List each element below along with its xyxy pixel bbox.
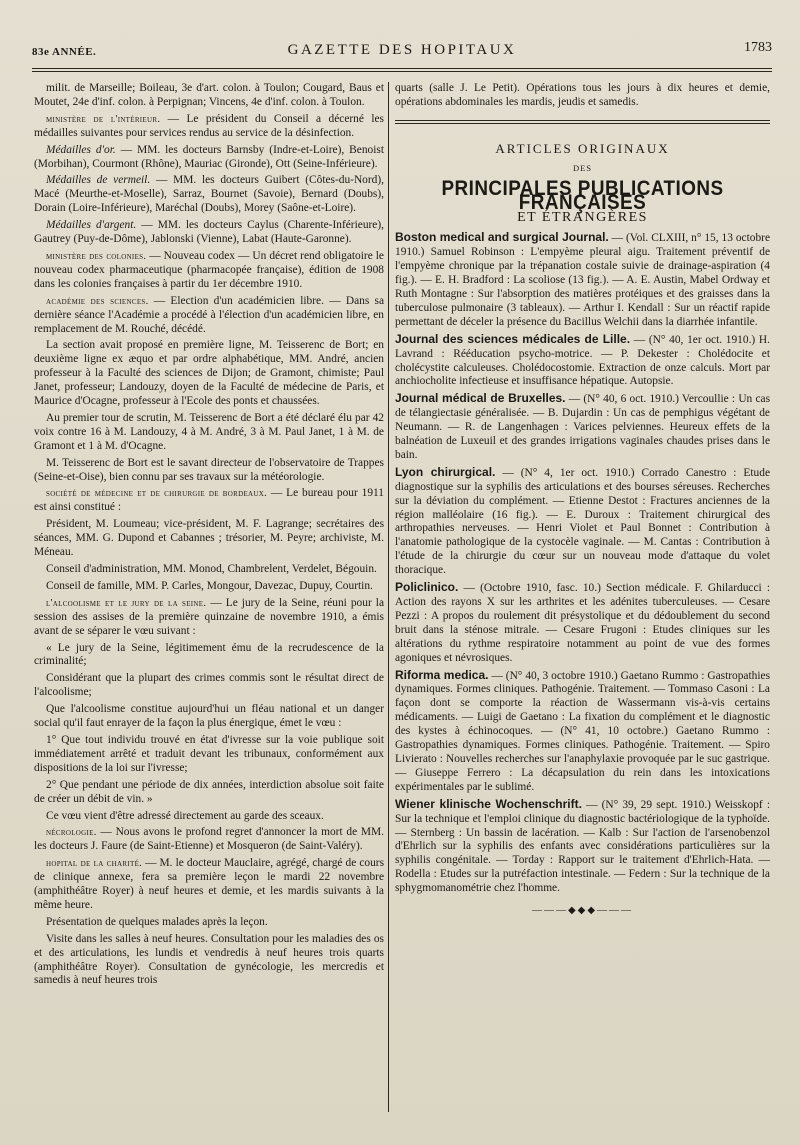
left-paragraph: [34, 250, 384, 292]
left-paragraph: [34, 597, 384, 639]
paragraph-heading: ministère des colonies.: [46, 250, 147, 262]
articles-heading-line3: PRINCIPALES PUBLICATIONS FRANÇAISES: [441, 176, 724, 214]
paragraph-text: Au premier tour de scrutin, M. Teisserenc de Bort a été déclaré élu par 42 voix contre 16 à M. Landouzy, 4 à M. André, 3 à M. Paul Janet, 1 à M. de Gramont et 1 à M. d'Ocagne.: [34, 411, 384, 452]
journal-name: Journal médical de Bruxelles.: [395, 391, 566, 406]
left-paragraph: [34, 144, 384, 172]
paragraph-heading: Médailles d'argent.: [46, 219, 137, 232]
paragraph-text: — Le président du Conseil a décerné les médailles suivantes pour services rendus au service de la désinfection.: [34, 112, 384, 139]
journal-entry: [395, 392, 770, 463]
left-paragraph: [34, 82, 384, 110]
paragraph-text: M. Teisserenc de Bort est le savant directeur de l'observatoire de Trappes (Seine-et-Oise), bien connu par ses travaux sur la météorologie.: [34, 456, 384, 483]
paragraph-text: — Nous avons le profond regret d'annoncer la mort de MM. les docteurs J. Faure (de Saint-Etienne) et Mosqueron (de Saint-Valéry).: [34, 826, 384, 853]
paragraph-text: Ce vœu vient d'être adressé directement au garde des sceaux.: [46, 809, 324, 822]
left-paragraph: [34, 174, 384, 216]
left-paragraph: [34, 563, 384, 577]
paragraph-text: « Le jury de la Seine, légitimement ému de la recrudescence de la criminalité;: [34, 641, 384, 668]
paragraph-text: Considérant que la plupart des crimes commis sont le résultat direct de l'alcoolisme;: [34, 672, 384, 699]
paragraph-text: — MM. les docteurs Caylus (Charente-Inférieure), Gautrey (Puy-de-Dôme), Jablonski (Vienne), Labat (Haute-Garonne).: [34, 219, 385, 246]
left-column: [34, 82, 384, 991]
paragraph-text: Président, M. Loumeau; vice-président, M. F. Lagrange; secrétaires des séances, MM. G. Dupond et Cabannes ; trésorier, M. Peyre; archiviste, M. Méneau.: [34, 518, 384, 559]
page-header: [32, 40, 772, 60]
hospital-schedule-continued: quarts (salle J. Le Petit). Opérations tous les jours à dix heures et demie, opérations abdominales les mardis, jeudis et samedis.: [395, 82, 770, 108]
journal-name: Boston medical and surgical Journal.: [395, 230, 609, 245]
left-paragraph: [34, 219, 384, 247]
left-paragraph: [34, 487, 384, 515]
page-number: 1783: [744, 40, 772, 55]
header-rule-top: [32, 68, 772, 69]
paragraph-text: 1° Que tout individu trouvé en état d'ivresse sur la voie publique soit immédiatement arrêté et traduit devant les tribunaux, conformément aux dispositions de la loi sur l'ivresse;: [34, 733, 384, 774]
journal-name: Lyon chirurgical.: [395, 464, 496, 479]
paragraph-text: — Election d'un académicien libre. — Dans sa dernière séance l'Académie a procédé à l'élection d'un académicien libre, en remplacement de M. Rouché, décédé.: [34, 294, 384, 335]
journal-contents: — (Octobre 1910, fasc. 10.) Section médicale. F. Ghilarducci : Action des rayons X sur les arthrites et les adénites tuberculeuses. — Cesare Pezzi : A propos du roulement dit présystolique et du dédoublement du second bruit dans la sténose mitrale. — Cesare Frugoni : Etudes cliniques sur les altérations du rythme respiratoire notamment au point de vue des formes agoniques et névrosiques.: [395, 582, 770, 664]
left-paragraph: [34, 295, 384, 337]
paragraph-heading: nécrologie.: [46, 827, 97, 839]
paragraph-heading: société de médecine et de chirurgie de bordeaux.: [46, 488, 268, 500]
paragraph-heading: ministère de l'intérieur.: [46, 113, 161, 125]
left-paragraph: [34, 857, 384, 913]
paragraph-heading: Médailles de vermeil.: [46, 174, 151, 187]
journal-contents: — (Vol. CLXIII, n° 15, 13 octobre 1910.) Samuel Robinson : L'empyème pleural aigu. Traitement préventif de l'empyème chronique par la trépanation costale suivie de drainage-aspiration (4 fig.). — E. H. Bradford : La scoliose (13 fig.). — A. E. Austin, Mabel Ordway et Ruth Montagne : Sur l'absorption des matières protéiques et des graisses dans la tuberculose pulmonaire (3 tableaux). — Arthur I. Kendall : Sur un réactif rapide permettant de déceler la présence du Bacillus Welchii dans la diarrhée infantile.: [395, 232, 771, 328]
journal-name: Riforma medica.: [395, 667, 489, 682]
left-paragraph: [34, 916, 384, 930]
newspaper-title: GAZETTE DES HOPITAUX: [287, 42, 517, 58]
journal-contents: — (N° 4, 1er oct. 1910.) Corrado Canestro : Etude diagnostique sur la syphilis des articulations et des bourses séreuses. Recherches sur la déviation du complément. — Etienne Destot : Fractures anciennes de la région malléolaire (16 fig.). — E. Duroux : Traitement chirurgical des arthropathies nerveuses. — Henri Violet et Paul Bonnet : Contribution à l'anatomie pathologique de la cystocèle vaginale. — M. Cantas : Contribution à l'étude de la chirurgie du cœur sur un nouveau mode d'attaque du volet thoracique.: [395, 466, 771, 577]
left-paragraph: [34, 642, 384, 670]
journal-entry: [395, 581, 770, 665]
header-rule-bottom: [32, 71, 772, 72]
journal-name: Policlinico.: [395, 580, 459, 595]
left-paragraph: [34, 113, 384, 141]
journal-name: Journal des sciences médicales de Lille.: [395, 331, 631, 346]
paragraph-text: Conseil de famille, MM. P. Carles, Mongour, Davezac, Dupuy, Courtin.: [46, 579, 373, 592]
paragraph-text: Que l'alcoolisme constitue aujourd'hui un fléau national et un danger social qu'il faut enrayer de la façon la plus énergique, émet le vœu :: [34, 703, 384, 730]
journal-entry: [395, 231, 770, 329]
journal-contents: — (N° 39, 29 sept. 1910.) Weisskopf : Sur la technique et l'emploi clinique du diagnostic bactériologique de la typhoïde. — Sternberg : Un bassin de lacération. — Kalb : Sur l'action de l'arsenobenzol d'Ehrlich sur la syphilis des enfants avec considérations particulières sur la syphilis congénitale. — Torday : Rapport sur le traitement d'Ehrlich-Hata. — Rodella : Etudes sur la putréfaction intestinale. — Federn : Sur la technique de la sphygmomanométrie chez l'homme.: [395, 798, 770, 895]
paragraph-text: Conseil d'administration, MM. Monod, Chambrelent, Verdelet, Bégouin.: [46, 563, 377, 575]
paragraph-heading: l'alcoolisme et le jury de la seine.: [46, 597, 207, 609]
left-paragraph: [34, 933, 384, 989]
paragraph-heading: académie des sciences.: [46, 295, 149, 307]
journal-entry: [395, 466, 770, 578]
left-paragraph: [34, 703, 384, 731]
journal-entry: [395, 669, 770, 795]
column-divider: [388, 82, 389, 1112]
paragraph-text: Visite dans les salles à neuf heures. Consultation pour les maladies des os et des articulations, les lundis et vendredis à neuf heures trois quarts (amphithéâtre Royer). Consultation de gynécologie, les mercredis et samedis à neuf heures trois: [34, 932, 384, 987]
paragraph-text: — MM. les docteurs Guibert (Côtes-du-Nord), Macé (Meurthe-et-Moselle), Sarraz, Bournet (Savoie), Bernard (Doubs), Dorain (Loire-Inférieure), Maréchal (Doubs), Morey (Saône-et-Loire).: [34, 174, 384, 215]
left-paragraph: [34, 412, 384, 454]
issue-year: 83e ANNÉE.: [32, 46, 97, 58]
left-paragraph: [34, 826, 384, 854]
paragraph-text: — Nouveau codex — Un décret rend obligatoire le nouveau codex pharmaceutique (pharmacopée française), édition de 1908 dans les colonies françaises à partir du 1er décembre 1910.: [34, 249, 384, 290]
paragraph-text: milit. de Marseille; Boileau, 3e d'art. colon. à Toulon; Cougard, Baus et Moutet, 24e d'inf. colon. à Perpignan; Vincens, 4e d'inf. colon. à Toulon.: [34, 82, 384, 108]
journal-list: [395, 231, 770, 896]
left-paragraph: [34, 779, 384, 807]
journal-entry: [395, 333, 770, 390]
paragraph-heading: Médailles d'or.: [46, 143, 116, 156]
journal-name: Wiener klinische Wochenschrift.: [395, 796, 582, 811]
paragraph-text: Présentation de quelques malades après la leçon.: [46, 915, 268, 928]
articles-heading: [395, 142, 770, 226]
left-paragraph: [34, 457, 384, 485]
left-paragraph: [34, 810, 384, 824]
paragraph-heading: hopital de la charité.: [46, 858, 143, 870]
left-paragraph: [34, 672, 384, 700]
journal-entry: [395, 798, 770, 896]
articles-heading-line2: DES: [572, 162, 593, 173]
left-paragraph: [34, 518, 384, 560]
section-rule: [395, 120, 770, 124]
right-column: [395, 82, 770, 918]
left-paragraph: [34, 734, 384, 776]
paragraph-text: — Le bureau pour 1911 est ainsi constitué :: [34, 487, 384, 514]
journal-contents: — (N° 40, 3 octobre 1910.) Gaetano Rummo : Gastropathies dynamiques. Formes cliniques. Pathogénie. Traitement. — Tommaso Casoni : La façon dont se comporte la réaction de Wassermann vis-à-vis certains médicaments. — Luigi de Gaetano : La fixation du complément et le diagnostic des kystes à échinocoques. — (N° 41, 10 octobre.) Gaetano Rummo : Gastropathies dynamiques. Formes cliniques. Pathogénie. Traitement. — Spiro Livierato : Nouvelles recherches sur l'anaphylaxie provoquée par le suc gastrique. — Giuseppe Ferrero : La décapsulation du rein dans les intoxications expérimentales par le sublimé.: [395, 669, 770, 793]
left-paragraph: [34, 339, 384, 409]
articles-heading-line1: ARTICLES ORIGINAUX: [495, 140, 670, 156]
paragraph-text: — Le jury de la Seine, réuni pour la session des assises de la première quinzaine de novembre 1910, a émis avant de se séparer le vœu suivant :: [34, 596, 384, 637]
paragraph-text: — MM. les docteurs Barnsby (Indre-et-Loire), Benoist (Morbihan), Courmont (Rhône), Mauriac (Gironde), Ott (Seine-Inférieure).: [34, 143, 384, 170]
journal-contents: — (N° 40, 1er oct. 1910.) H. Lavrand : Rééducation psycho-motrice. — P. Dekester : Cholédocite et cholécystite calculeuses. Cholédocostomie. Extraction de onze calculs. Mort par anchiocholite infectieuse et insuffisance hépatique. Autopsie.: [395, 333, 770, 388]
end-ornament: ———◆◆◆———: [531, 905, 634, 917]
paragraph-text: La section avait proposé en première ligne, M. Teisserenc de Bort; en deuxième ligne ex æquo et par ordre alphabétique, MM. André, ancien professeur à la Faculté des sciences de Dijon; de Gramont, chimiste; Paul Janet, professeur; Landouzy, doyen de la Faculté de médecine de Paris, et Maurice d'Ocagne, professeur à l'Ecole des ponts et chaussées.: [34, 339, 384, 408]
articles-heading-line4: ET ÉTRANGÈRES: [517, 210, 648, 226]
journal-contents: — (N° 40, 6 oct. 1910.) Vercoullie : Un cas de télangiectasie généralisée. — B. Dujardin : Un cas de pemphigus végétant de Neumann. — R. de Langenhagen : Varices pelviennes. Heureux effets de la balnéation de Luxeuil et des grandes irrigations vaginales chaudes prises dans le bain.: [395, 393, 770, 461]
left-paragraph: [34, 580, 384, 594]
paragraph-text: — M. le docteur Mauclaire, agrégé, chargé de cours de clinique annexe, fera sa première leçon le mardi 22 novembre (amphithéâtre Royer) à neuf heures et demie, et les mardis suivants à la même heure.: [34, 857, 385, 911]
paragraph-text: 2° Que pendant une période de dix années, interdiction absolue soit faite de créer un débit de vin. »: [34, 778, 384, 805]
